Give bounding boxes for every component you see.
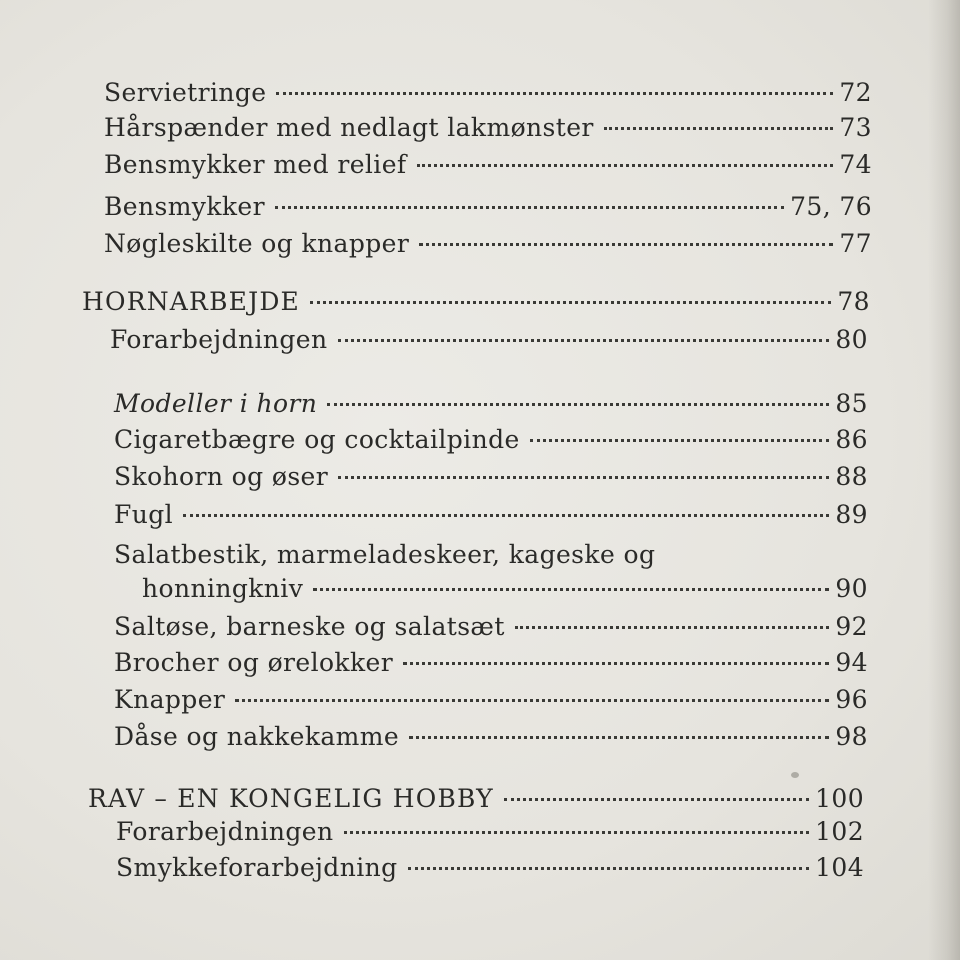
dot-leader xyxy=(183,514,829,517)
dot-leader xyxy=(417,164,834,167)
toc-entry-title-line1: Salatbestik, marmeladeskeer, kageske og xyxy=(114,540,656,569)
dot-leader xyxy=(276,92,833,95)
toc-entry-page: 102 xyxy=(815,817,864,846)
toc-entry-title: RAV – EN KONGELIG HOBBY xyxy=(88,784,494,813)
toc-entry xyxy=(114,722,868,751)
toc-entry-title: Hårspænder med nedlagt lakmønster xyxy=(104,113,594,142)
toc-entry-page: 100 xyxy=(815,784,864,813)
dot-leader xyxy=(419,243,833,246)
toc-entry xyxy=(114,462,868,491)
toc-entry-title: Cigaretbægre og cocktailpinde xyxy=(114,425,520,454)
toc-entry-page: 94 xyxy=(835,648,868,677)
toc-entry-title: Servietringe xyxy=(104,78,267,107)
toc-entry-page: 77 xyxy=(839,229,872,258)
toc-entry-page: 90 xyxy=(835,574,868,603)
toc-entry-page: 89 xyxy=(835,500,868,529)
toc-entry-page: 92 xyxy=(835,612,868,641)
toc-entry-page: 85 xyxy=(835,389,868,418)
dot-leader xyxy=(504,798,809,801)
toc-entry-page: 73 xyxy=(839,113,872,142)
toc-entry-page: 96 xyxy=(835,685,868,714)
toc-entry-page: 86 xyxy=(835,425,868,454)
toc-entry-title: Saltøse, barneske og salatsæt xyxy=(114,612,505,641)
toc-entry-title: Knapper xyxy=(114,685,226,714)
toc-entry-page: 104 xyxy=(815,853,864,882)
toc-entry-title: Skohorn og øser xyxy=(114,462,329,491)
dot-leader xyxy=(327,403,829,406)
dot-leader xyxy=(403,662,829,665)
dot-leader xyxy=(408,867,810,870)
toc-entry-page: 72 xyxy=(839,78,872,107)
toc-entry-page: 88 xyxy=(835,462,868,491)
toc-entry xyxy=(104,192,872,221)
toc-entry-title: Dåse og nakkekamme xyxy=(114,722,400,751)
toc-entry xyxy=(116,853,864,882)
toc-entry-title: Nøgleskilte og knapper xyxy=(104,229,410,258)
toc-entry-page: 80 xyxy=(835,325,868,354)
dot-leader xyxy=(313,588,829,591)
toc-entry xyxy=(116,817,864,846)
toc-entry xyxy=(104,78,872,107)
dot-leader xyxy=(338,339,830,342)
toc-entry-title: honningkniv xyxy=(142,574,304,603)
toc-entry xyxy=(114,648,868,677)
toc-entry-title: Bensmykker med relief xyxy=(104,150,407,179)
toc-entry-title: Modeller i horn xyxy=(114,389,318,418)
toc-entry xyxy=(114,425,868,454)
toc-subsection-heading xyxy=(114,389,868,418)
dot-leader xyxy=(515,626,830,629)
dot-leader xyxy=(235,699,829,702)
toc-entry xyxy=(114,685,868,714)
toc-entry xyxy=(104,229,872,258)
toc-entry-title: Brocher og ørelokker xyxy=(114,648,394,677)
toc-entry-page: 75, 76 xyxy=(790,192,872,221)
dot-leader xyxy=(604,127,834,130)
dot-leader xyxy=(275,206,784,209)
toc-entry xyxy=(114,612,868,641)
toc-entry-title: Bensmykker xyxy=(104,192,265,221)
toc-entry-title: Forarbejdningen xyxy=(110,325,328,354)
toc-entry xyxy=(114,500,868,529)
toc-section-heading xyxy=(88,784,864,813)
toc-entry-page: 74 xyxy=(839,150,872,179)
toc-entry-page: 98 xyxy=(835,722,868,751)
toc-entry xyxy=(142,574,868,603)
toc-entry-title: HORNARBEJDE xyxy=(82,287,301,316)
dot-leader xyxy=(338,476,829,479)
toc-entry xyxy=(110,325,868,354)
toc-entry xyxy=(104,113,872,142)
toc-entry-title: Fugl xyxy=(114,500,174,529)
dot-leader xyxy=(344,831,810,834)
toc-section-heading xyxy=(82,287,870,316)
toc-entry xyxy=(104,150,872,179)
dot-leader xyxy=(310,301,831,304)
dot-leader xyxy=(530,439,830,442)
dot-leader xyxy=(409,736,829,739)
toc-entry-title: Smykkeforarbejdning xyxy=(116,853,398,882)
toc-entry-page: 78 xyxy=(837,287,870,316)
toc-entry-title: Forarbejdningen xyxy=(116,817,334,846)
